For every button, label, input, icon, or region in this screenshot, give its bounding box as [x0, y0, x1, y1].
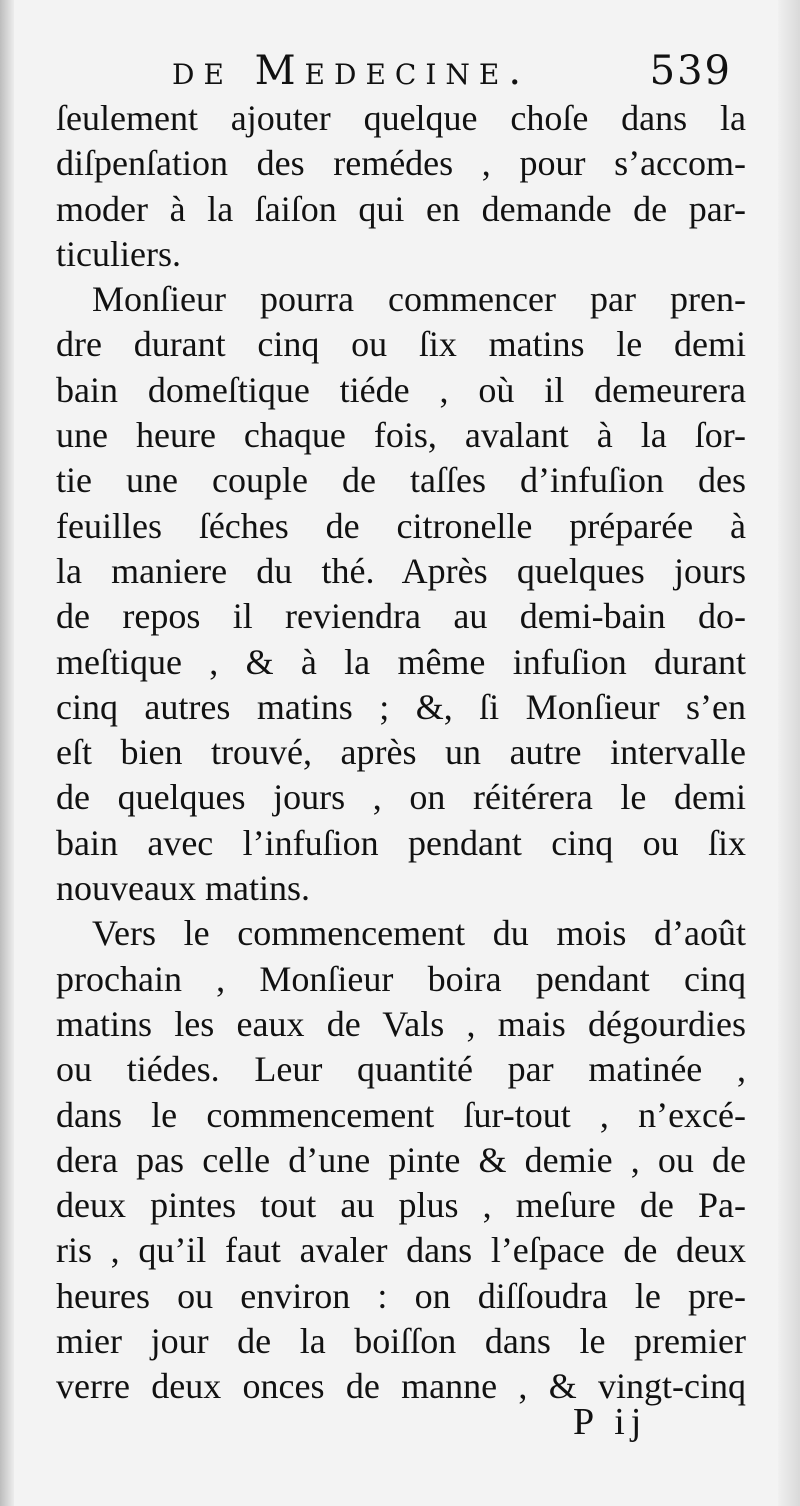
text-line: tie une couple de taſſes d’infuſion des [56, 460, 746, 501]
text-line: ou tiédes. Leur quantité par matinée , [56, 1049, 746, 1090]
text-line: dans le commencement ſur-tout , n’excé- [56, 1094, 746, 1135]
text-line: ticuliers. [56, 233, 181, 274]
text-line: matins les eaux de Vals , mais dégourdies [56, 1003, 746, 1044]
text-line: prochain , Monſieur boira pendant cinq [56, 958, 746, 999]
page-gutter-shadow [0, 0, 14, 1506]
text-line: nouveaux matins. [56, 868, 310, 909]
text-line: dre durant cinq ou ſix matins le demi [56, 324, 746, 365]
text-line: bain avec l’infuſion pendant cinq ou ſix [56, 822, 746, 863]
page-header [150, 48, 750, 98]
text-line: la maniere du thé. Après quelques jours [56, 550, 746, 591]
text-line: cinq autres matins ; &, ſi Monſieur s’en [56, 686, 746, 727]
text-line: mier jour de la boiſſon dans le premier [56, 1321, 746, 1362]
text-line: ſeulement ajouter quelque choſe dans la [56, 98, 746, 138]
text-line: bain domeſtique tiéde , où il demeurera [56, 369, 746, 410]
text-line: heures ou environ : on diſſoudra le pre- [56, 1275, 746, 1316]
text-line: eſt bien trouvé, après un autre intervalle [56, 732, 746, 773]
text-line: moder à la ſaiſon qui en demande de par- [56, 188, 746, 229]
text-line: ris , qu’il faut avaler dans l’eſpace de deux [56, 1230, 746, 1271]
text-line: diſpenſation des remédes , pour s’accom- [56, 143, 746, 184]
page-edge-shadow [778, 0, 800, 1506]
text-line: Vers le commencement du mois d’août [92, 913, 746, 954]
text-line: une heure chaque fois, avalant à la ſor- [56, 415, 746, 456]
page-number: 539 [649, 48, 732, 94]
body-text [56, 96, 746, 1410]
signature-mark: P ij [573, 1401, 648, 1443]
running-title: de Medecine. [172, 48, 531, 94]
text-line: de quelques jours , on réitérera le demi [56, 777, 746, 818]
text-line: dera pas celle d’une pinte & demie , ou de [56, 1139, 746, 1180]
text-line: feuilles ſéches de citronelle préparée à [56, 505, 746, 546]
text-line: verre deux onces de manne , & vingt-cinq [56, 1366, 746, 1407]
text-line: Monſieur pourra commencer par pren- [92, 279, 746, 320]
text-line: deux pintes tout au plus , meſure de Pa- [56, 1185, 746, 1226]
text-line: meſtique , & à la même infuſion durant [56, 641, 746, 682]
text-line: de repos il reviendra au demi-bain do- [56, 596, 746, 637]
